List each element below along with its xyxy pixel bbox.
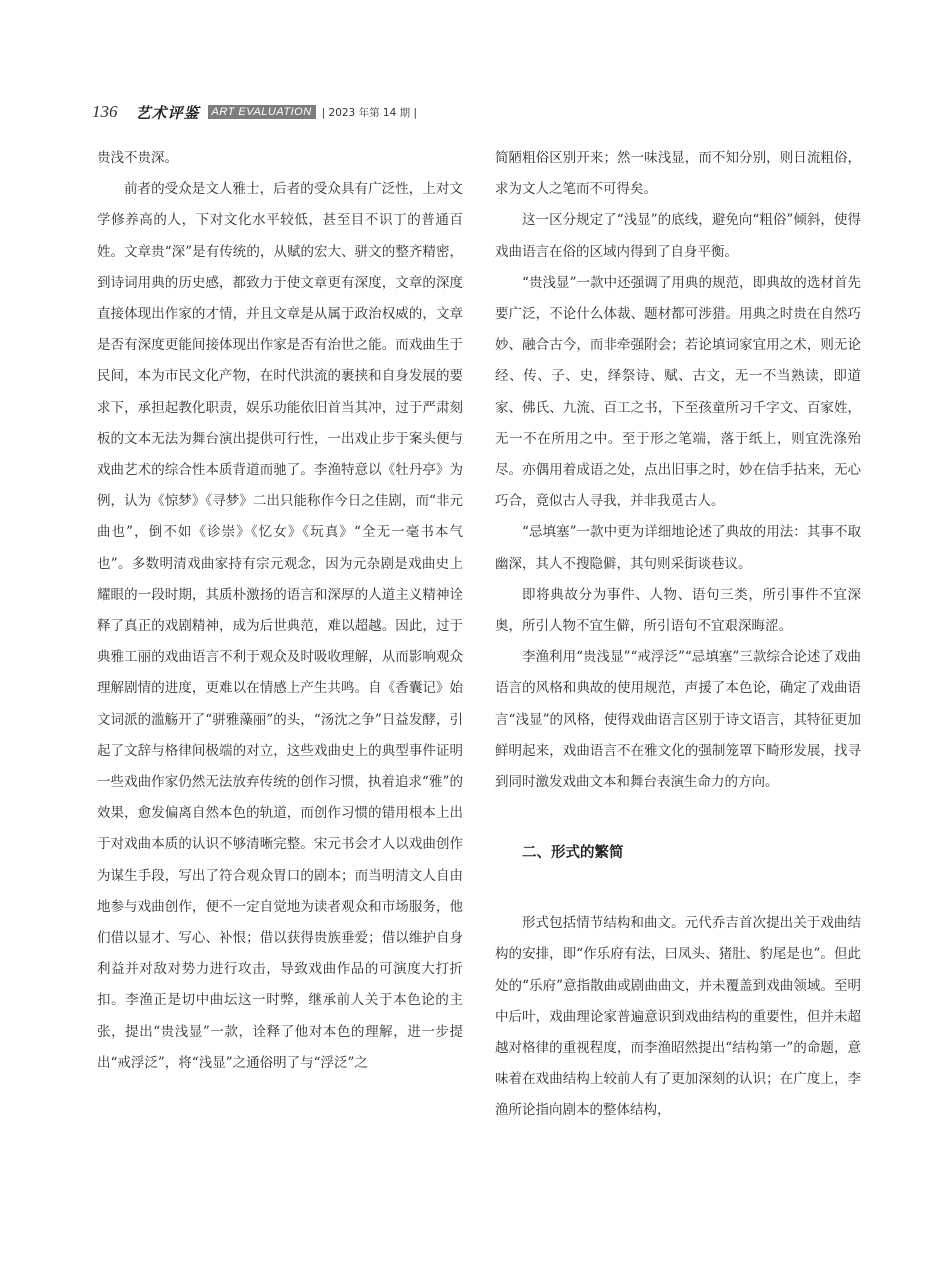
right-column xyxy=(495,143,861,1127)
paragraph: “贵浅显”一款中还强调了用典的规范，即典故的选材首先要广泛，不论什么体裁、题材都可涉猎。用典之时贵在自然巧妙、融合古今，而非牵强附会；若论填词家宜用之术，则无论经、传、子、史，绎祭诗、赋、古文，无一不当熟读，即道家、佛氏、九流、百工之书，下至孩童所习千字文、百家姓，无一不在所用之中。至于形之笔端，落于纸上，则宜洗涤殆尽。亦偶用着成语之处，点出旧事之时，妙在信手拈来，无心巧合，竟似古人寻我，并非我觅古人。 xyxy=(495,274,861,510)
left-column xyxy=(97,143,463,1079)
issue-info: | 2023 年第 14 期 | xyxy=(321,106,417,119)
paragraph: 这一区分规定了“浅显”的底线，避免向“粗俗”倾斜，使得戏曲语言在俗的区域内得到了自身平衡。 xyxy=(495,212,861,260)
page-number: 136 xyxy=(92,102,118,121)
paragraph: 形式包括情节结构和曲文。元代乔吉首次提出关于戏曲结构的安排，即“作乐府有法，曰凤头、猪肚、豹尾是也”。但此处的“乐府”意指散曲或剧曲曲文，并未覆盖到戏曲领域。至明中后叶，戏曲理论家普遍意识到戏曲结构的重要性，但并未超越对格律的重视程度，而李渔昭然提出“结构第一”的命题，意味着在戏曲结构上较前人有了更加深刻的认识；在广度上，李渔所论指向剧本的整体结构， xyxy=(495,915,861,1119)
journal-logo: 艺术评鉴 xyxy=(135,103,200,122)
paragraph: “忌填塞”一款中更为详细地论述了典故的用法：其事不取幽深，其人不搜隐僻，其句则采街谈巷议。 xyxy=(495,524,861,572)
page-header xyxy=(92,100,417,124)
paragraph: 贵浅不贵深。 xyxy=(97,150,178,166)
paragraph: 李渔利用“贵浅显”“戒浮泛”“忌填塞”三款综合论述了戏曲语言的风格和典故的使用规范，声援了本色论，确定了戏曲语言“浅显”的风格，使得戏曲语言区别于诗文语言，其特征更加鲜明起来，戏曲语言不在雅文化的强制笼罩下畸形发展，找寻到同时激发戏曲文本和舞台表演生命力的方向。 xyxy=(495,649,861,791)
section-title: 二、形式的繁简 xyxy=(522,845,624,862)
paragraph: 前者的受众是文人雅士，后者的受众具有广泛性，上对文学修养高的人，下对文化水平较低，甚至目不识丁的普通百姓。文章贵“深”是有传统的，从赋的宏大、骈文的整齐精密，到诗词用典的历史感，都致力于使文章更有深度，文章的深度直接体现出作家的才情，并且文章是从属于政治权威的，文章是否有深度更能间接体现出作家是否有治世之能。而戏曲生于民间，本为市民文化产物，在时代洪流的裹挟和自身发展的要求下，承担起教化职责，娱乐功能依旧首当其冲，过于严肃刻板的文本无法为舞台演出提供可行性，一出戏止步于案头便与戏曲艺术的综合性本质背道而驰了。李渔特意以《牡丹亭》为例，认为《惊梦》《寻梦》二出只能称作今日之佳剧，而“非元曲也”，倒不如《诊崇》《忆女》《玩真》“全无一毫书本气也”。多数明清戏曲家持有宗元观念，因为元杂剧是戏曲史上耀眼的一段时期，其质朴激扬的语言和深厚的人道主义精神诠释了真正的戏剧精神，成为后世典范，难以超越。因此，过于典雅工丽的戏曲语言不利于观众及时吸收理解，从而影响观众理解剧情的进度，更难以在情感上产生共鸣。自《香囊记》始文词派的滥觞开了“骈雅藻丽”的头，“汤沈之争”日益发酵，引起了文辞与格律间极端的对立，这些戏曲史上的典型事件证明一些戏曲作家仍然无法放弃传统的创作习惯，执着追求“雅”的效果，愈发偏离自然本色的轨道，而创作习惯的错用根本上出于对戏曲本质的认识不够清晰完整。宋元书会才人以戏曲创作为谋生手段，写出了符合观众胃口的剧本；而当明清文人自由地参与戏曲创作，便不一定自觉地为读者观众和市场服务，他们借以显才、写心、补恨；借以获得贵族垂爱；借以维护自身利益并对敌对势力进行攻击，导致戏曲作品的可演度大打折扣。李渔正是切中曲坛这一时弊，继承前人关于本色论的主张，提出“贵浅显”一款，诠释了他对本色的理解，进一步提出“戒浮泛”，将“浅显”之通俗明了与“浮泛”之 xyxy=(97,181,463,1071)
journal-english-title: ART EVALUATION xyxy=(208,105,316,119)
paragraph: 简陋粗俗区别开来；然一味浅显，而不知分别，则日流粗俗，求为文人之笔而不可得矣。 xyxy=(495,150,861,198)
paragraph: 即将典故分为事件、人物、语句三类，所引事件不宜深奥，所引人物不宜生僻，所引语句不宜艰深晦涩。 xyxy=(495,586,861,635)
